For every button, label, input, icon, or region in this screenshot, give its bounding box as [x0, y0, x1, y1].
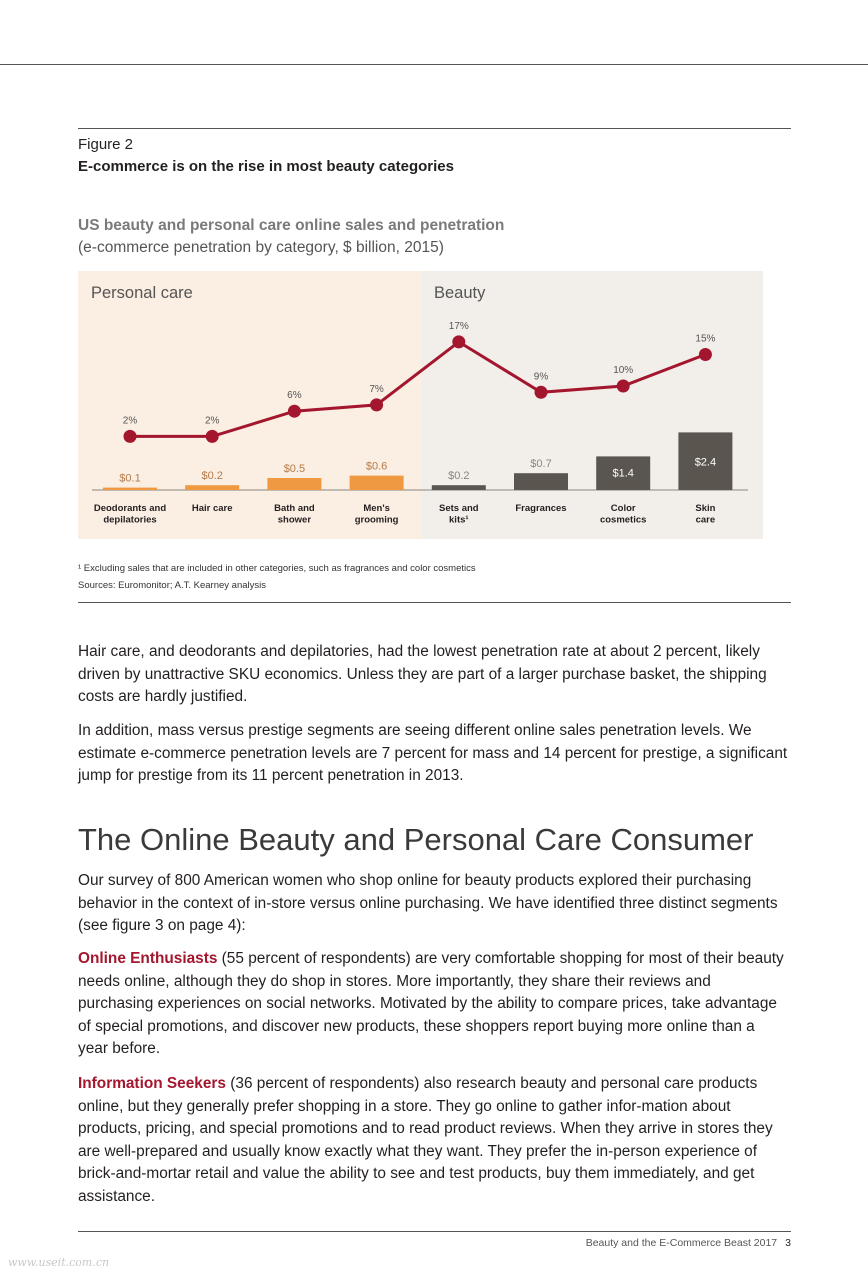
category-label-3: Men's grooming — [354, 503, 399, 526]
line-label-3: 7% — [369, 383, 384, 395]
footer-rule — [78, 1231, 791, 1232]
information-seekers-lead: Information Seekers — [78, 1075, 226, 1092]
combo-chart — [78, 271, 763, 539]
bar-label-1: $0.2 — [201, 470, 223, 483]
category-label-5: Fragrances — [515, 503, 567, 514]
bar-4 — [432, 485, 486, 490]
chart-sources: Sources: Euromonitor; A.T. Kearney analysis — [78, 580, 266, 591]
line-label-2: 6% — [287, 390, 302, 402]
body-paragraph-2: In addition, mass versus prestige segments are seeing different online sales penetration levels. We estimate e-commerce penetration levels are 7 percent for mass and 14 percent for prestige, a significant jump for prestige from its 11 percent penetration in 2013. — [78, 722, 788, 785]
body-paragraph-3: Our survey of 800 American women who shop online for beauty products explored their purchasing behavior in the context of in-store versus online purchasing. We have identified three distinct segments (see figure 3 on page 4): — [78, 872, 778, 935]
line-point-2 — [288, 405, 301, 418]
line-label-5: 9% — [533, 371, 549, 383]
bar-label-0: $0.1 — [119, 472, 141, 485]
line-label-6: 10% — [613, 365, 634, 376]
category-label-0: Deodorants and depilatories — [93, 503, 167, 526]
online-enthusiasts-lead: Online Enthusiasts — [78, 950, 218, 967]
category-label-7: Skin care — [695, 503, 716, 526]
bar-label-7: $2.4 — [694, 456, 717, 469]
category-label-6: Color cosmetics — [599, 503, 647, 526]
chart-subtitle: (e-commerce penetration by category, $ billion, 2015) — [78, 239, 444, 256]
bar-label-3: $0.6 — [365, 460, 388, 473]
page-number: 3 — [785, 1237, 791, 1249]
page-footer — [586, 1237, 791, 1249]
top-rule — [0, 64, 868, 65]
category-label-4: Sets and kits¹ — [438, 503, 479, 526]
footer-title: Beauty and the E-Commerce Beast 2017 — [585, 1237, 778, 1249]
body-paragraph-4 — [78, 948, 788, 1061]
online-enthusiasts-text: (55 percent of respondents) are very comfortable shopping for most of their beauty needs online, although they do shop in stores. More importantly, they share their reviews and purchasing experiences on social networks. Motivated by the ability to compare prices, take advantage of special promotions, and discover new products, these shoppers report buying more online than a year before. — [78, 950, 784, 1058]
line-label-7: 15% — [695, 333, 716, 345]
bar-3 — [350, 476, 404, 490]
bar-label-6: $1.4 — [612, 467, 634, 480]
bar-label-2: $0.5 — [283, 463, 306, 475]
figure-title: E-commerce is on the rise in most beauty categories — [78, 158, 454, 175]
bar-label-5: $0.7 — [530, 458, 552, 471]
body-paragraph-5 — [78, 1073, 788, 1209]
bar-1 — [185, 485, 239, 490]
line-label-0: 2% — [122, 415, 138, 427]
figure-top-rule — [78, 128, 791, 129]
figure-label: Figure 2 — [78, 136, 134, 153]
body-paragraph-1: Hair care, and deodorants and depilatories, had the lowest penetration rate at about 2 percent, likely driven by unattractive SKU economics. Unless they are part of a larger purchase basket, the shipping costs are hardly justified. — [78, 643, 767, 706]
chart-footnote: ¹ Excluding sales that are included in other categories, such as fragrances and color cosmetics — [78, 563, 476, 574]
chart-title: US beauty and personal care online sales and penetration — [78, 217, 505, 234]
line-point-4 — [452, 335, 465, 348]
bar-2 — [267, 478, 321, 490]
category-label-2: Bath and shower — [274, 503, 315, 526]
line-label-4: 17% — [448, 320, 469, 332]
category-label-1: Hair care — [191, 503, 233, 514]
bar-0 — [103, 488, 157, 490]
watermark: www.useit.com.cn — [8, 1256, 110, 1269]
section-heading: The Online Beauty and Personal Care Consumer — [78, 822, 754, 857]
line-point-7 — [699, 348, 712, 361]
line-point-3 — [370, 398, 383, 411]
information-seekers-text: (36 percent of respondents) also research beauty and personal care products online, but they generally prefer shopping in a store. They go online to gather infor-mation about products, pricing, and special promotions and to read product reviews. When they arrive in stores they are well-prepared and usually know exactly what they want. They prefer the in-person experience of brick-and-mortar retail and value the ability to see and test products, buy them immediately, and get assistance. — [78, 1075, 773, 1205]
figure-bottom-rule — [78, 602, 791, 603]
personal-care-label: Personal care — [91, 284, 193, 302]
line-point-6 — [617, 380, 630, 393]
line-label-1: 2% — [204, 415, 220, 427]
line-point-5 — [535, 386, 548, 399]
beauty-label: Beauty — [434, 284, 486, 302]
bar-5 — [514, 473, 568, 490]
bar-label-4: $0.2 — [448, 470, 470, 483]
line-point-1 — [206, 430, 219, 443]
line-point-0 — [124, 430, 137, 443]
